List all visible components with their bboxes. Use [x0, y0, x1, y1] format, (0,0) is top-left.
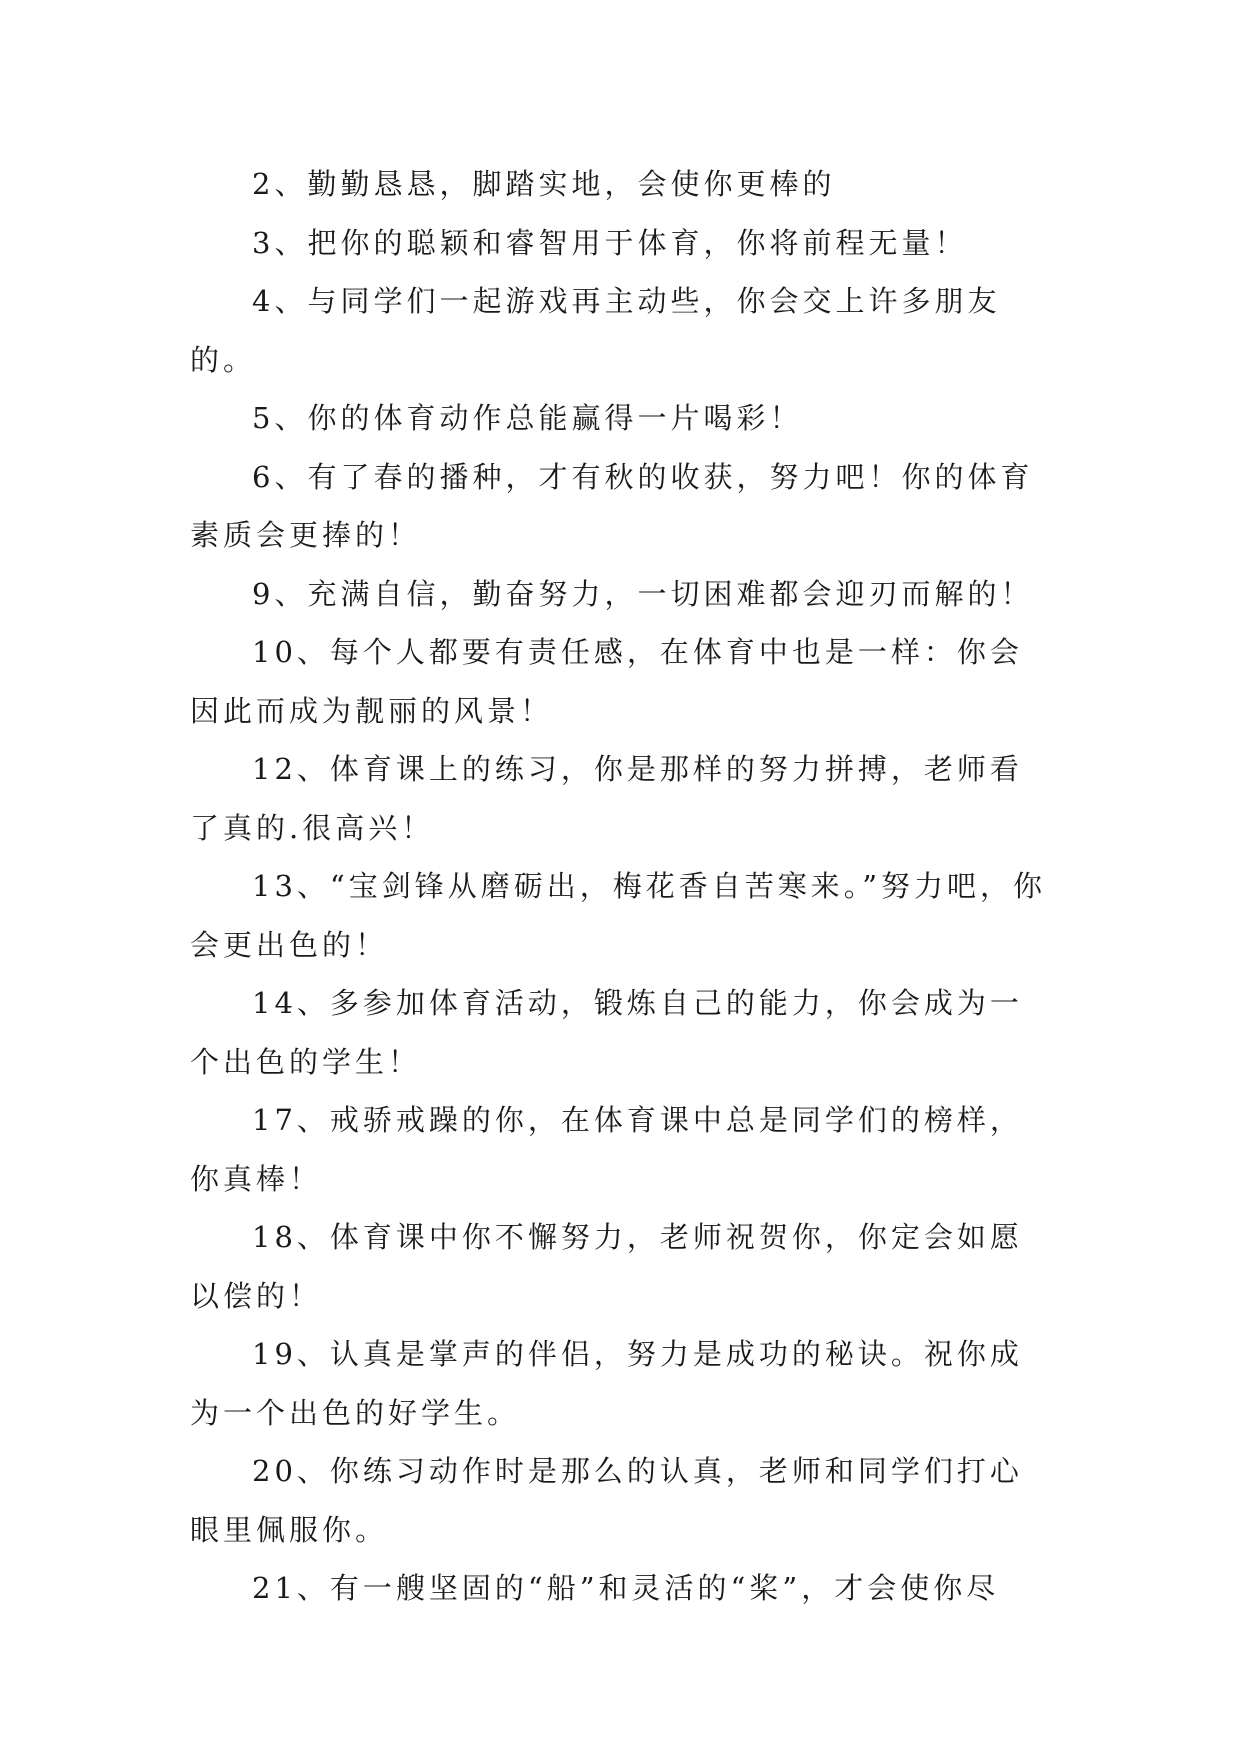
paragraph: 2、勤勤恳恳，脚踏实地，会使你更棒的: [252, 167, 836, 201]
document-body: [190, 155, 1050, 1618]
paragraph: 6、有了春的播种，才有秋的收获，努力吧！你的体育素质会更捧的！: [190, 459, 1034, 552]
paragraph: 5、你的体育动作总能赢得一片喝彩！: [252, 401, 803, 435]
paragraph: 3、把你的聪颖和睿智用于体育，你将前程无量！: [252, 225, 968, 260]
paragraph: 18、体育课中你不懈努力，老师祝贺你，你定会如愿以偿的！: [190, 1220, 1023, 1313]
paragraph: 12、体育课上的练习，你是那样的努力拼搏，老师看了真的.很高兴！: [190, 752, 1023, 845]
paragraph: 13、“宝剑锋从磨砺出，梅花香自苦寒来。”努力吧，你会更出色的！: [190, 869, 1047, 962]
paragraph: 21、有一艘坚固的“船”和灵活的“桨”，才会使你尽: [252, 1571, 1000, 1605]
paragraph: 14、多参加体育活动，锻炼自己的能力，你会成为一个出色的学生！: [190, 986, 1023, 1079]
paragraph: 10、每个人都要有责任感，在体育中也是一样：你会因此而成为靓丽的风景！: [190, 635, 1023, 728]
paragraph: 19、认真是掌声的伴侣，努力是成功的秘诀。祝你成为一个出色的好学生。: [190, 1337, 1023, 1430]
paragraph: 4、与同学们一起游戏再主动些，你会交上许多朋友的。: [190, 284, 1001, 377]
paragraph: 20、你练习动作时是那么的认真，老师和同学们打心眼里佩服你。: [190, 1454, 1023, 1547]
paragraph: 9、充满自信，勤奋努力，一切困难都会迎刃而解的！: [252, 576, 1034, 611]
paragraph: 17、戒骄戒躁的你，在体育课中总是同学们的榜样，你真棒！: [190, 1103, 1023, 1196]
